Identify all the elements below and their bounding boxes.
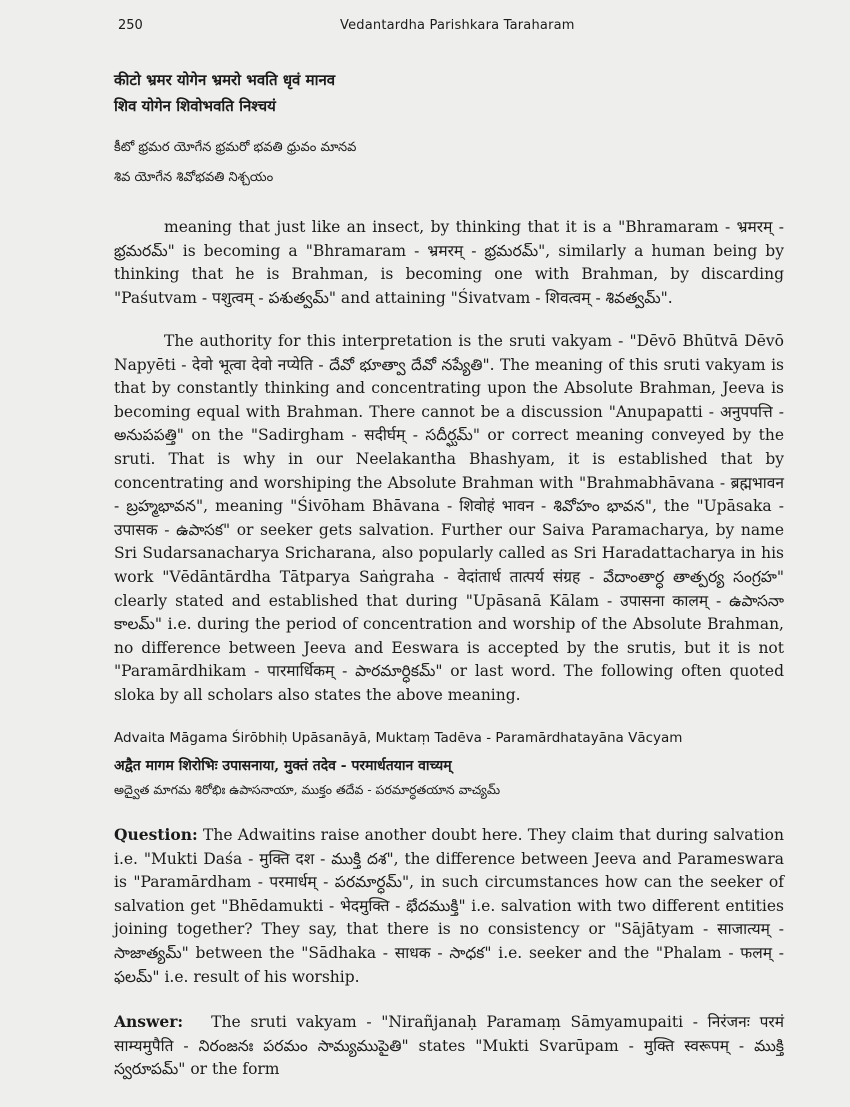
answer-text: The sruti vakyam - "Nirañjanaḥ Paramaṃ Sāmyamupaiti - निरंजनः परमं साम्यमुपैति - నిరంజనః పరమం సామ్యముపైతి" states "Mukti Svarūpam - मुक्ति स्वरूपम् - ముక్తి స్వరూపమ్" or the form [114, 1013, 784, 1079]
sloka-devanagari: अद्वैत मागम शिरोभिः उपासनाया, मुक्तं तदेव - परमार्धतयान वाच्यम् [114, 758, 452, 774]
paragraph-meaning: meaning that just like an insect, by thinking that it is a "Bhramaram - भ्रमरम् - భ్రమరమ్" is becoming a "Bhramaram - भ्रमरम् - భ్రమరమ్", similarly a human being by thinking that he is Brahman, is becoming one with Brahman, by discarding "Paśutvam - पशुत्वम् - పశుత్వమ్" and attaining "Śivatvam - शिवत्वम् - శివత్వమ్". [114, 218, 784, 307]
question-label: Question: [114, 825, 198, 844]
verse-devanagari-line-2: शिव योगेन शिवोभवति निश्चयं [114, 97, 276, 115]
question-text: The Adwaitins raise another doubt here. They claim that during salvation i.e. "Mukti Daśa - मुक्ति दश - ముక్తి దశ", the difference between Jeeva and Parameswara is "Paramārdham - परमार्धम् - పరమార్ధమ్", in such circumstances how can the seeker of salvation get "Bhēdamukti - भेदमुक्ति - భేదముక్తి" i.e. salvation with two different entities joining together? They say, that there is no consistency or "Sājātyam - साजात्यम् - సాజాత్యమ్" between the "Sādhaka - साधक - సాధక" i.e. seeker and the "Phalam - फलम् - ఫలమ్" i.e. result of his worship. [114, 826, 784, 986]
question-paragraph [114, 823, 784, 989]
sloka-telugu: అద్వైత మాగమ శిరోభిః ఉపాసనాయా, ముక్తం తదేవ - పరమార్ధతయాన వాచ్యమ్ [114, 782, 501, 797]
verse-devanagari-line-1: कीटो भ्रमर योगेन भ्रमरो भवति धृवं मानव [114, 71, 336, 89]
answer-label: Answer: [114, 1012, 184, 1031]
sloka-roman: Advaita Māgama Śirōbhiḥ Upāsanāyā, Muktaṃ Tadēva - Paramārdhatayāna Vācyam [114, 730, 683, 746]
verse-telugu-line-1: కీటో భ్రమర యోగేన భ్రమరో భవతి ధ్రువం మానవ [114, 140, 357, 155]
paragraph-authority: The authority for this interpretation is the sruti vakyam - "Dēvō Bhūtvā Dēvō Napyēti - देवो भूत्वा देवो नप्येति - దేవో భూత్వా దేవో నప్యేతి". The meaning of this sruti vakyam is that by constantly thinking and concentrating upon the Absolute Brahman, Jeeva is becoming equal with Brahman. There cannot be a discussion "Anupapatti - अनुपपत्ति - అనుపపత్తి" on the "Sadirgham - सदीर्घम् - సదీర్ఘమ్" or correct meaning conveyed by the sruti. That is why in our Neelakantha Bhashyam, it is established that by concentrating and worshiping the Absolute Brahman with "Brahmabhāvana - ब्रह्मभावन - బ్రహ్మభావన", meaning "Śivōham Bhāvana - शिवोहं भावन - శివోహం భావన", the "Upāsaka - उपासक - ఉపాసక" or seeker gets salvation. Further our Saiva Paramacharya, by name Sri Sudarsanacharya Sricharana, also popularly called as Sri Haradattacharya in his work "Vēdāntārdha Tātparya Saṅgraha - वेदांतार्ध तात्पर्य संग्रह - వేదాంతార్ధ తాత్పర్య సంగ్రహ" clearly stated and established that during "Upāsanā Kālam - उपासना कालम् - ఉపాసనా కాలమ్" i.e. during the period of concentration and worship of the Absolute Brahman, no difference between Jeeva and Eeswara is accepted by the srutis, but it is not "Paramārdhikam - पारमार्धिकम् - పారమార్ధికమ్" or last word. The following often quoted sloka by all scholars also states the above meaning. [114, 332, 784, 704]
page-number: 250 [118, 18, 143, 33]
answer-paragraph [114, 1010, 784, 1082]
verse-telugu-line-2: శివ యోగేన శివోభవతి నిశ్చయం [114, 170, 274, 185]
running-title: Vedantardha Parishkara Taraharam [340, 18, 575, 33]
